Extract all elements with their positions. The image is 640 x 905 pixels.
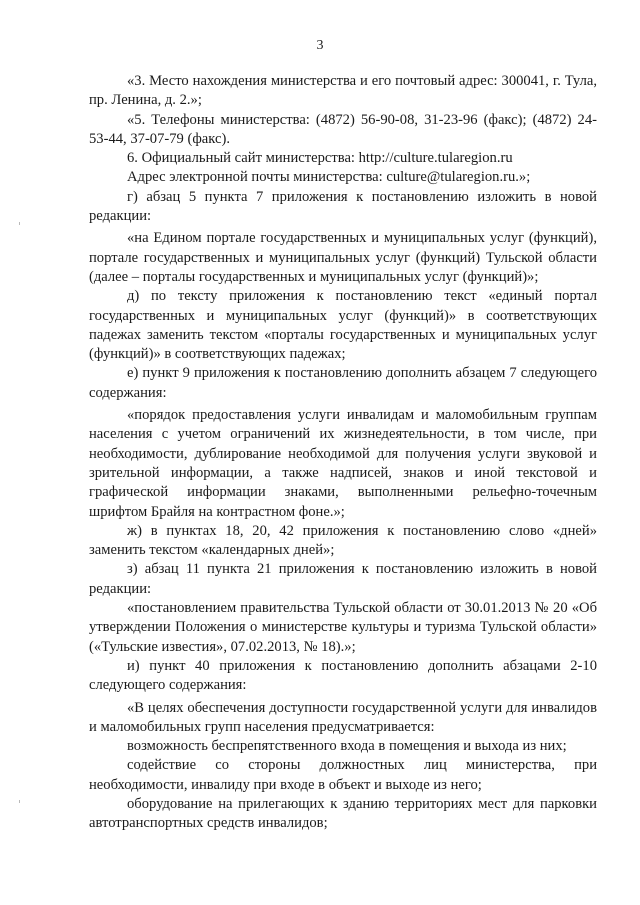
paragraph-assistance: содействие со стороны должностных лиц министерства, при необходимости, инвалиду при входе в объект и выходе из него; [89,757,597,793]
paragraph-quote-procedure: «порядок предоставления услуги инвалидам и маломобильным группам населения с учетом ограничений их жизнедеятельности, в том числе, при необходимости, дублирование необходимой для получения услуги звуковой и зрительной информации, а также надписей, знаков и иной текстовой и графической информации знаками, выполненными рельефно-точечным шрифтом Брайля на контрастном фоне.»; [89,407,597,520]
paragraph-email: Адрес электронной почты министерства: culture@tularegion.ru.»; [127,169,531,186]
scan-margin-mark [19,800,20,803]
page-number: 3 [316,38,324,53]
paragraph-website: 6. Официальный сайт министерства: http://culture.tularegion.ru [127,150,513,167]
paragraph-item-d: д) по тексту приложения к постановлению текст «единый портал государственных и муниципальных услуг (функций)» в соответствующих падежах заменить текстом «порталы государственных и муниципальных услуг (функций)» в соответствующих падежах; [89,288,597,363]
paragraph-quote-resolution: «постановлением правительства Тульской области от 30.01.2013 № 20 «Об утверждении Положения о министерстве культуры и туризма Тульской области» («Тульские известия», 07.02.2013, № 18).»; [89,600,597,655]
paragraph-item-z: з) абзац 11 пункта 21 приложения к постановлению изложить в новой редакции: [89,561,597,597]
paragraph-quote-accessibility: «В целях обеспечения доступности государственной услуги для инвалидов и маломобильных групп населения предусматривается: [89,699,597,735]
paragraph-phones: «5. Телефоны министерства: (4872) 56-90-08, 31-23-96 (факс); (4872) 24-53-44, 37-07-79 (факс). [89,111,597,147]
paragraph-parking: оборудование на прилегающих к зданию территориях мест для парковки автотранспортных средств инвалидов; [89,795,597,832]
document-body [89,72,597,834]
scan-margin-mark [19,222,20,225]
paragraph-item-i: и) пункт 40 приложения к постановлению дополнить абзацами 2-10 следующего содержания: [89,657,597,694]
paragraph-item-zh: ж) в пунктах 18, 20, 42 приложения к постановлению слово «дней» заменить текстом «календарных дней»; [89,522,597,559]
paragraph-quote-portal: «на Едином портале государственных и муниципальных услуг (функций), портале государственных и муниципальных услуг (функций) Тульской области (далее – порталы государственных и муниципальных услуг (функций)»; [89,230,597,285]
paragraph-address: «3. Место нахождения министерства и его почтовый адрес: 300041, г. Тула, пр. Ленина, д. 2.»; [89,73,597,109]
paragraph-entrance: возможность беспрепятственного входа в помещения и выхода из них; [127,738,567,755]
paragraph-item-g: г) абзац 5 пункта 7 приложения к постановлению изложить в новой редакции: [89,188,597,225]
paragraph-item-e: е) пункт 9 приложения к постановлению дополнить абзацем 7 следующего содержания: [89,365,597,401]
